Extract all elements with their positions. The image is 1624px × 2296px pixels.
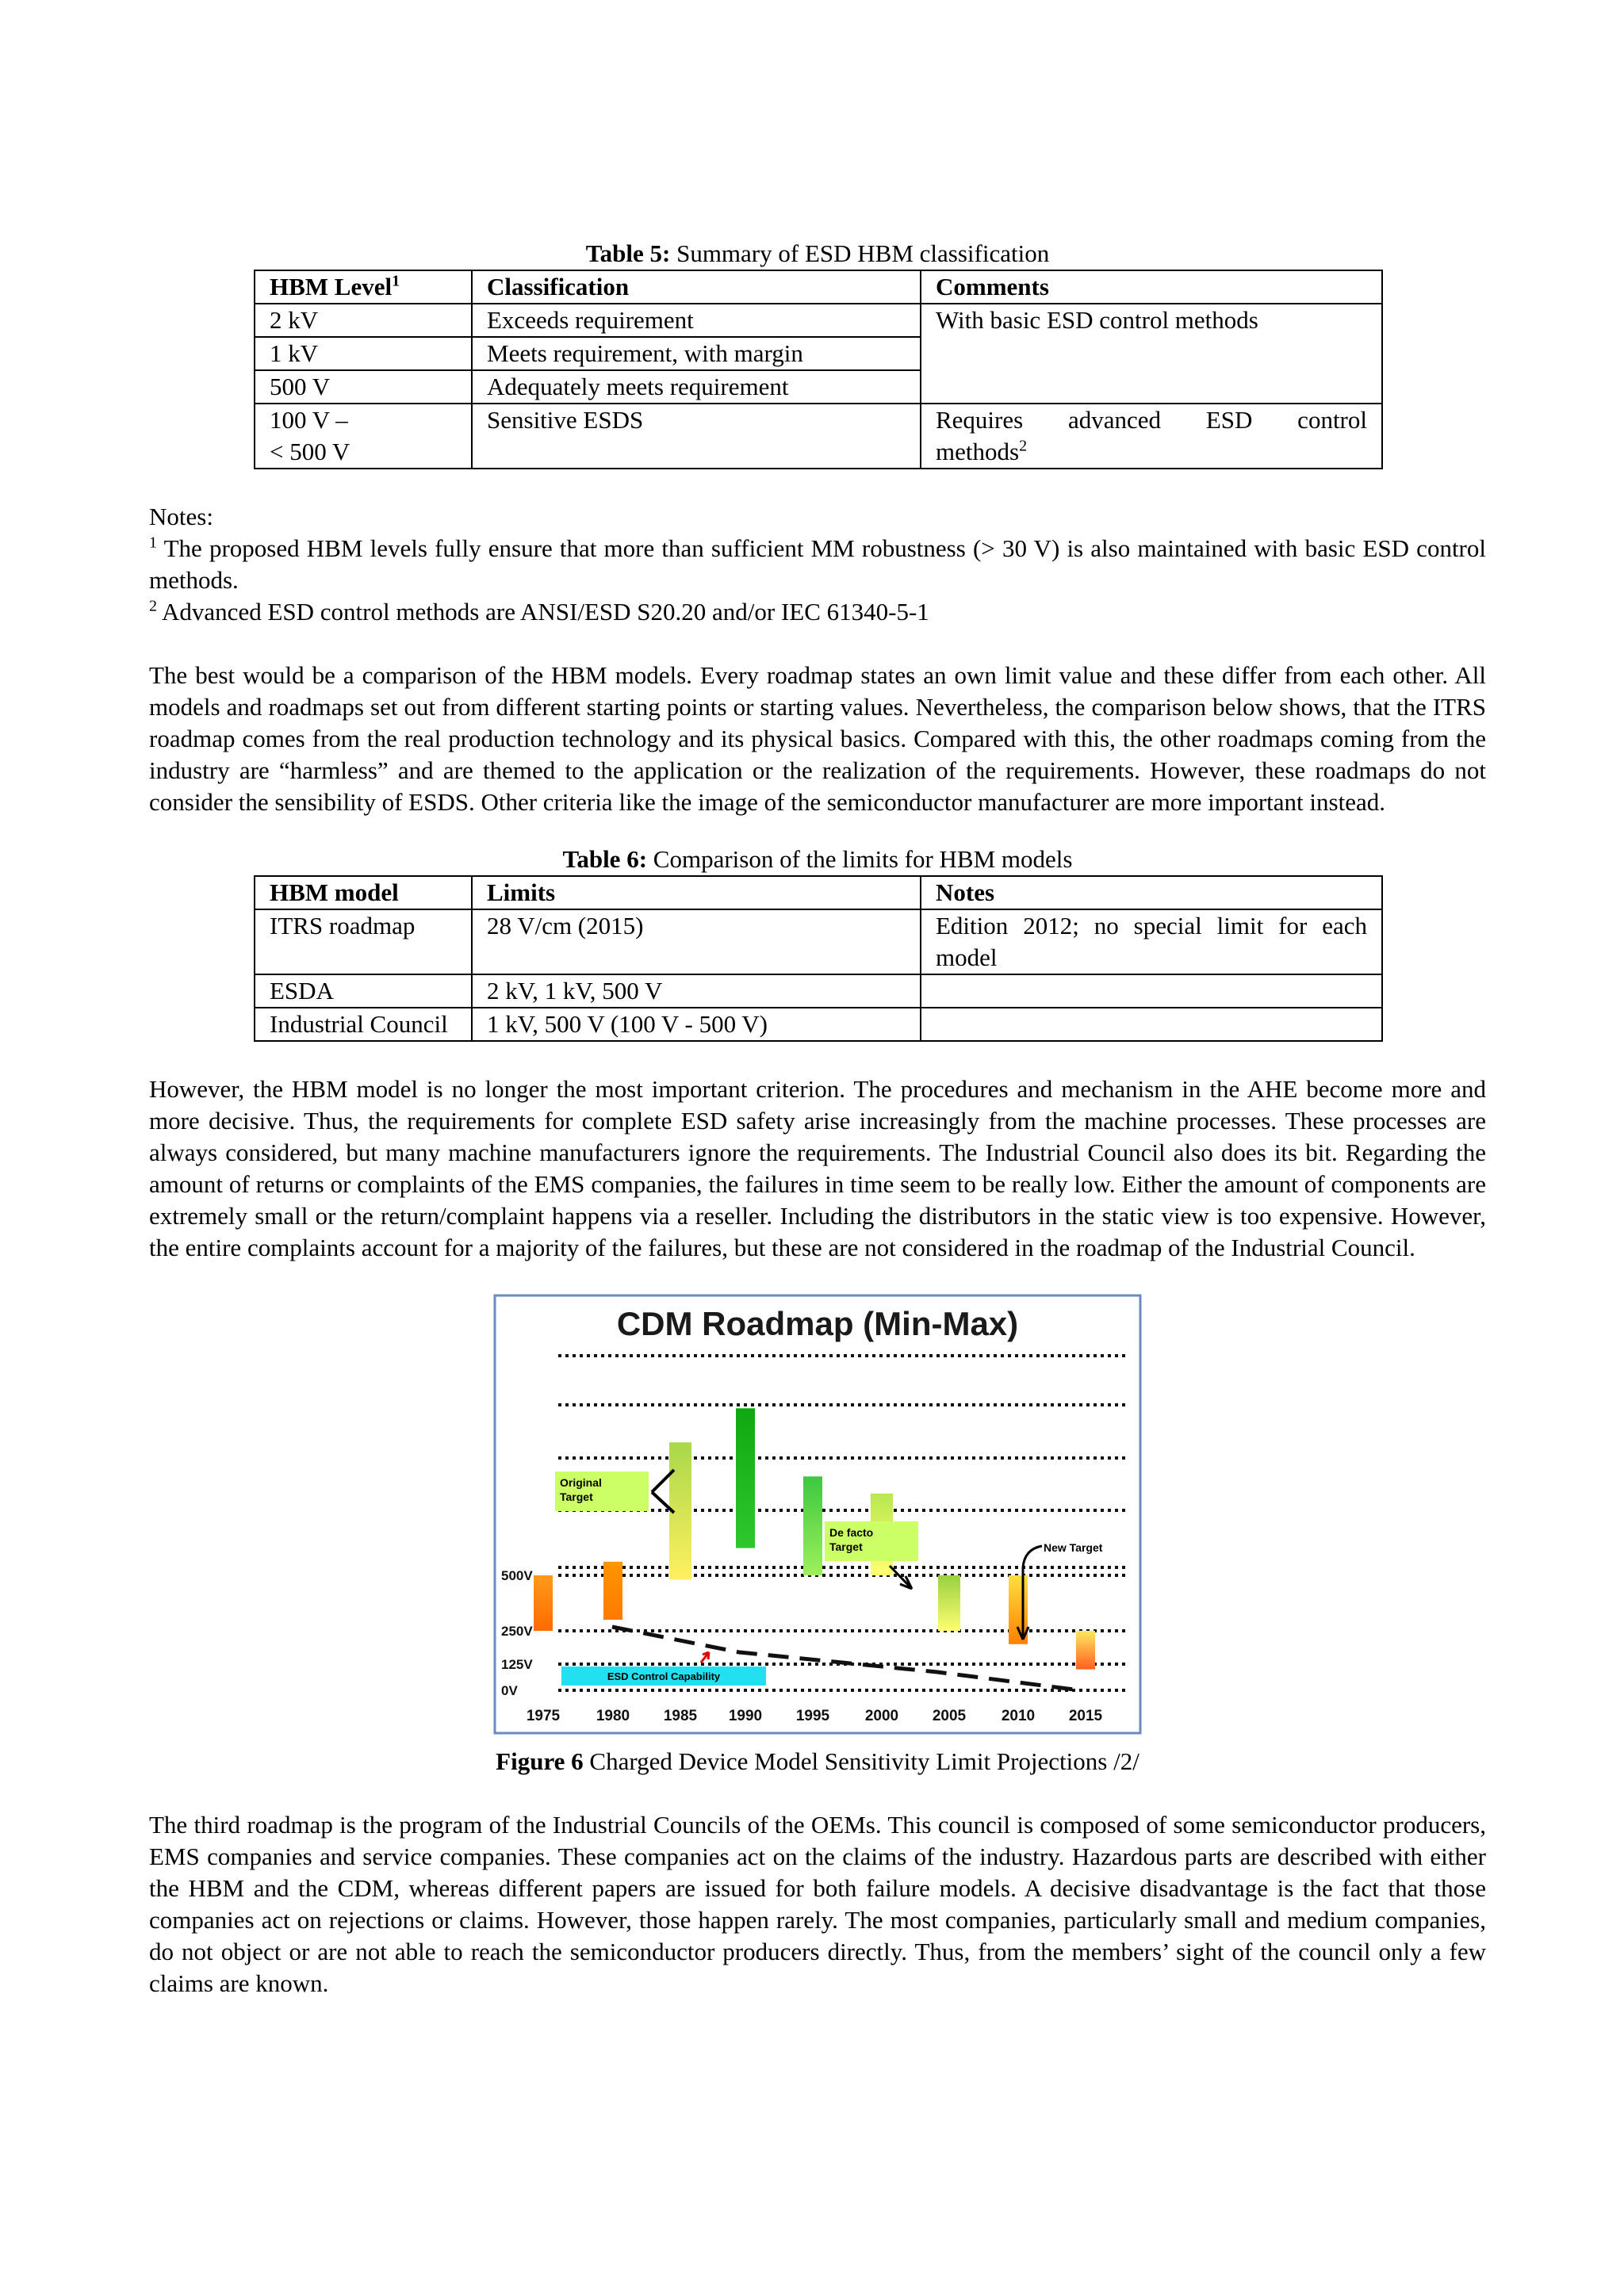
table-cell: 28 V/cm (2015) (472, 909, 921, 974)
y-tick-label: 125V (501, 1657, 533, 1672)
header-hbm-level: HBM Level (270, 273, 393, 300)
table-row (255, 876, 1382, 909)
table-cell: 2 kV, 1 kV, 500 V (472, 974, 921, 1008)
table-cell: 2 kV (255, 304, 472, 337)
cell-line: methods (936, 438, 1020, 465)
table-cell (921, 974, 1382, 1008)
table-header-cell (255, 270, 472, 304)
table-row (255, 270, 1382, 304)
original-target-label-line1: Original (560, 1476, 602, 1489)
table6 (254, 875, 1383, 1042)
table-header-cell: Comments (921, 270, 1382, 304)
document-page (149, 238, 1486, 1999)
new-target-label: New Target (1044, 1541, 1103, 1554)
x-tick-label: 1980 (596, 1708, 630, 1724)
bar-2015 (1076, 1631, 1095, 1670)
x-tick-label: 1995 (795, 1708, 830, 1724)
table-cell: Exceeds requirement (472, 304, 921, 337)
footnote-ref: 1 (149, 534, 157, 552)
table6-caption-label: Table 6: (562, 845, 648, 873)
table-cell: With basic ESD control methods (921, 304, 1382, 404)
table-header-cell: Classification (472, 270, 921, 304)
table-cell: 500 V (255, 370, 472, 404)
footnote-ref: 1 (392, 272, 400, 290)
table-cell: Edition 2012; no special limit for each model (921, 909, 1382, 974)
defacto-target-label-line1: De facto (829, 1526, 874, 1539)
table-header-cell: HBM model (255, 876, 472, 909)
defacto-target-label-line2: Target (829, 1540, 863, 1553)
table-cell: Adequately meets requirement (472, 370, 921, 404)
table-cell: 1 kV, 500 V (100 V - 500 V) (472, 1008, 921, 1041)
table-cell: ITRS roadmap (255, 909, 472, 974)
table5 (254, 270, 1383, 469)
y-tick-label: 250V (501, 1624, 533, 1639)
y-tick-label: 0V (501, 1683, 518, 1698)
note-1-text: The proposed HBM levels fully ensure that more than sufficient MM robustness (> 30 V) is also maintained with basic ESD control methods. (149, 534, 1486, 594)
cell-line: 100 V – (270, 406, 348, 434)
x-tick-label: 1985 (663, 1708, 698, 1724)
cell-line: Requires advanced ESD control (936, 406, 1367, 434)
figure6-caption (149, 1746, 1486, 1777)
footnote-ref: 2 (1019, 437, 1028, 455)
table-cell: Meets requirement, with margin (472, 337, 921, 370)
table-row (255, 304, 1382, 337)
bar-1975 (534, 1575, 553, 1631)
table-cell: ESDA (255, 974, 472, 1008)
table-row (255, 909, 1382, 974)
note-2-text: Advanced ESD control methods are ANSI/ESD S20.20 and/or IEC 61340-5-1 (157, 598, 929, 626)
table6-caption-text: Comparison of the limits for HBM models (647, 845, 1073, 873)
x-tick-label: 2015 (1068, 1708, 1103, 1724)
bar-1990 (736, 1408, 755, 1548)
paragraph: The best would be a comparison of the HBM models. Every roadmap states an own limit value and these differ from each other. All models and roadmaps set out from different starting points or starting values. Nevertheless, the comparison below shows, that the ITRS roadmap comes from the real production technology and its physical basics. Compared with this, the other roadmaps coming from the industry are “harmless” and are themed to the application or the realization of the requirements. However, these roadmaps do not consider the sensibility of ESDS. Other criteria like the image of the semiconductor manufacturer are more important instead. (149, 661, 1486, 816)
esd-control-capability-label: ESD Control Capability (607, 1670, 721, 1682)
table6-caption (149, 844, 1486, 875)
table-header-cell: Limits (472, 876, 921, 909)
table-cell: Sensitive ESDS (472, 404, 921, 469)
figure6-caption-label: Figure 6 (496, 1747, 584, 1775)
cdm-roadmap-figure (493, 1294, 1142, 1735)
bar-2005 (938, 1575, 960, 1631)
x-tick-label: 2005 (932, 1708, 967, 1724)
cell-line: < 500 V (270, 438, 350, 465)
table5-caption-text: Summary of ESD HBM classification (670, 239, 1050, 267)
footnote-ref: 2 (149, 597, 157, 615)
table-row (255, 404, 1382, 469)
table-cell (255, 404, 472, 469)
note-1 (149, 533, 1486, 596)
table-cell: 1 kV (255, 337, 472, 370)
paragraph: The third roadmap is the program of the Industrial Councils of the OEMs. This council is composed of some semiconductor producers, EMS companies and service companies. These companies act on the claims of the industry. Hazardous parts are described with either the HBM and the CDM, whereas different papers are issued for both failure models. A decisive disadvantage is the fact that those companies act on rejections or claims. However, those happen rarely. The most companies, particularly small and medium companies, do not object or are not able to reach the semiconductor producers directly. Thus, from the members’ sight of the council only a few claims are known. (149, 1811, 1486, 1997)
y-tick-label: 500V (501, 1568, 533, 1583)
bar-1995 (803, 1476, 822, 1575)
table-row (255, 974, 1382, 1008)
cdm-roadmap-chart (493, 1294, 1142, 1735)
table5-caption-label: Table 5: (585, 239, 671, 267)
notes-title: Notes: (149, 503, 213, 530)
x-tick-label: 1975 (526, 1708, 561, 1724)
table-row (255, 1008, 1382, 1041)
table-cell: Industrial Council (255, 1008, 472, 1041)
bar-1980 (603, 1562, 622, 1620)
table-header-cell: Notes (921, 876, 1382, 909)
x-tick-label: 2010 (1001, 1708, 1036, 1724)
paragraph: However, the HBM model is no longer the most important criterion. The procedures and mechanism in the AHE become more and more decisive. Thus, the requirements for complete ESD safety arise increasingly from the machine processes. These processes are always considered, but many machine manufacturers ignore the requirements. The Industrial Council also does its bit. Regarding the amount of returns or complaints of the EMS companies, the failures in time seem to be really low. Either the amount of components are extremely small or the return/complaint happens via a reseller. Including the distributors in the static view is too expensive. However, the entire complaints account for a majority of the failures, but these are not considered in the roadmap of the Industrial Council. (149, 1075, 1486, 1261)
chart-title: CDM Roadmap (Min-Max) (616, 1305, 1019, 1342)
table-cell (921, 1008, 1382, 1041)
table5-caption (149, 238, 1486, 270)
x-tick-label: 1990 (728, 1708, 763, 1724)
original-target-label-line2: Target (560, 1490, 593, 1503)
figure6-caption-text: Charged Device Model Sensitivity Limit Projections /2/ (583, 1747, 1139, 1775)
table-cell (921, 404, 1382, 469)
x-tick-label: 2000 (864, 1708, 899, 1724)
note-2 (149, 596, 1486, 628)
